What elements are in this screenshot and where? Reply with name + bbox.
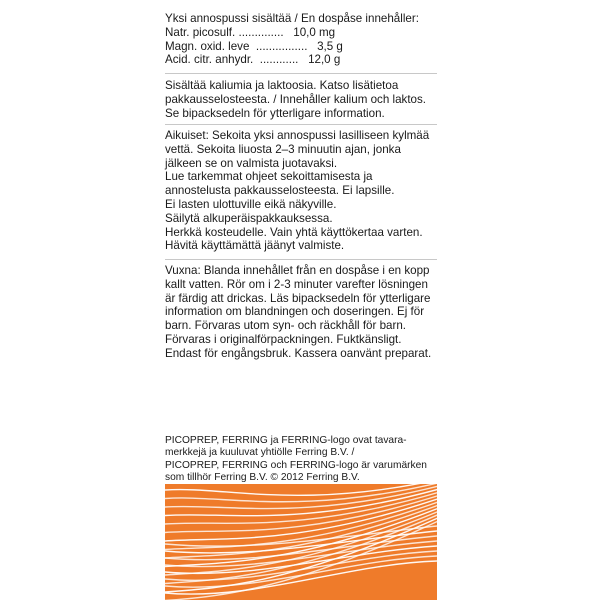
finnish-line: Säilytä alkuperäispakkauksessa. xyxy=(165,211,333,225)
trademark-line: PICOPREP, FERRING ja FERRING-logo ovat tavara- xyxy=(165,435,407,446)
finnish-instructions xyxy=(165,129,429,253)
ingredient-dots: ................ xyxy=(249,39,308,53)
finnish-line: jälkeen se on valmista juotavaksi. xyxy=(165,156,338,170)
ingredient-amount: 3,5 g xyxy=(307,39,343,53)
swedish-line: Endast för engångsbruk. Kassera oanvänt preparat. xyxy=(165,346,432,360)
ingredients-heading: Yksi annospussi sisältää / En dospåse innehåller: xyxy=(165,12,419,25)
finnish-line: Hävitä käyttämättä jäänyt valmiste. xyxy=(165,239,345,253)
swedish-instructions xyxy=(165,264,431,361)
contains-line: Sisältää kaliumia ja laktoosia. Katso lisätietoa xyxy=(165,79,399,92)
section-divider xyxy=(165,124,437,125)
ingredient-amount: 12,0 g xyxy=(298,53,341,67)
ingredient-name: Natr. picosulf. xyxy=(165,25,236,39)
ingredient-amount: 10,0 mg xyxy=(283,25,336,39)
swedish-line: kallt vatten. Rör om i 2-3 minuter varefter lösningen xyxy=(165,277,428,291)
contains-section xyxy=(165,79,426,120)
section-divider xyxy=(165,73,437,74)
swedish-line: Vuxna: Blanda innehållet från en dospåse i en kopp xyxy=(165,264,430,277)
swedish-line: Förvaras i originalförpackningen. Fuktkänsligt. xyxy=(165,332,402,346)
ingredient-name: Magn. oxid. leve xyxy=(165,39,250,53)
finnish-line: Herkkä kosteudelle. Vain yhtä käyttökertaa varten. xyxy=(165,225,423,239)
finnish-line: vettä. Sekoita liuosta 2–3 minuutin ajan, jonka xyxy=(165,142,401,156)
finnish-line: Aikuiset: Sekoita yksi annospussi lasilliseen kylmää xyxy=(165,129,430,142)
finnish-line: Ei lasten ulottuville eikä näkyville. xyxy=(165,197,337,211)
swedish-line: barn. Förvaras utom syn- och räckhåll för barn. xyxy=(165,319,406,333)
orange-wave-band-icon xyxy=(165,484,437,600)
trademark-notice xyxy=(165,435,427,485)
trademark-line: PICOPREP, FERRING och FERRING-logo är varumärken xyxy=(165,459,427,471)
ingredient-row xyxy=(165,40,419,54)
trademark-line: merkkejä ja kuuluvat yhtiölle Ferring B.V. / xyxy=(165,447,355,459)
swedish-line: information om blandningen och doseringen. Ej för xyxy=(165,305,425,319)
finnish-line: Lue tarkemmat ohjeet sekoittamisesta ja xyxy=(165,170,373,184)
finnish-line: annostelusta pakkausselosteesta. Ei lapsille. xyxy=(165,184,395,198)
ingredient-row xyxy=(165,53,419,67)
trademark-line: som tillhör Ferring B.V. © 2012 Ferring B.V. xyxy=(165,472,360,484)
ingredient-dots: ............ xyxy=(253,53,299,67)
ingredient-name: Acid. citr. anhydr. xyxy=(165,53,254,67)
contains-line: pakkausselosteesta. / Innehåller kalium och laktos. xyxy=(165,92,427,106)
section-divider xyxy=(165,259,437,260)
ingredient-row xyxy=(165,26,419,40)
ingredient-dots: .............. xyxy=(235,25,284,39)
swedish-line: är färdig att drickas. Läs bipacksedeln för ytterligare xyxy=(165,291,431,305)
contains-line: Se bipacksedeln för ytterligare information. xyxy=(165,106,385,120)
ingredients-section xyxy=(165,12,419,67)
